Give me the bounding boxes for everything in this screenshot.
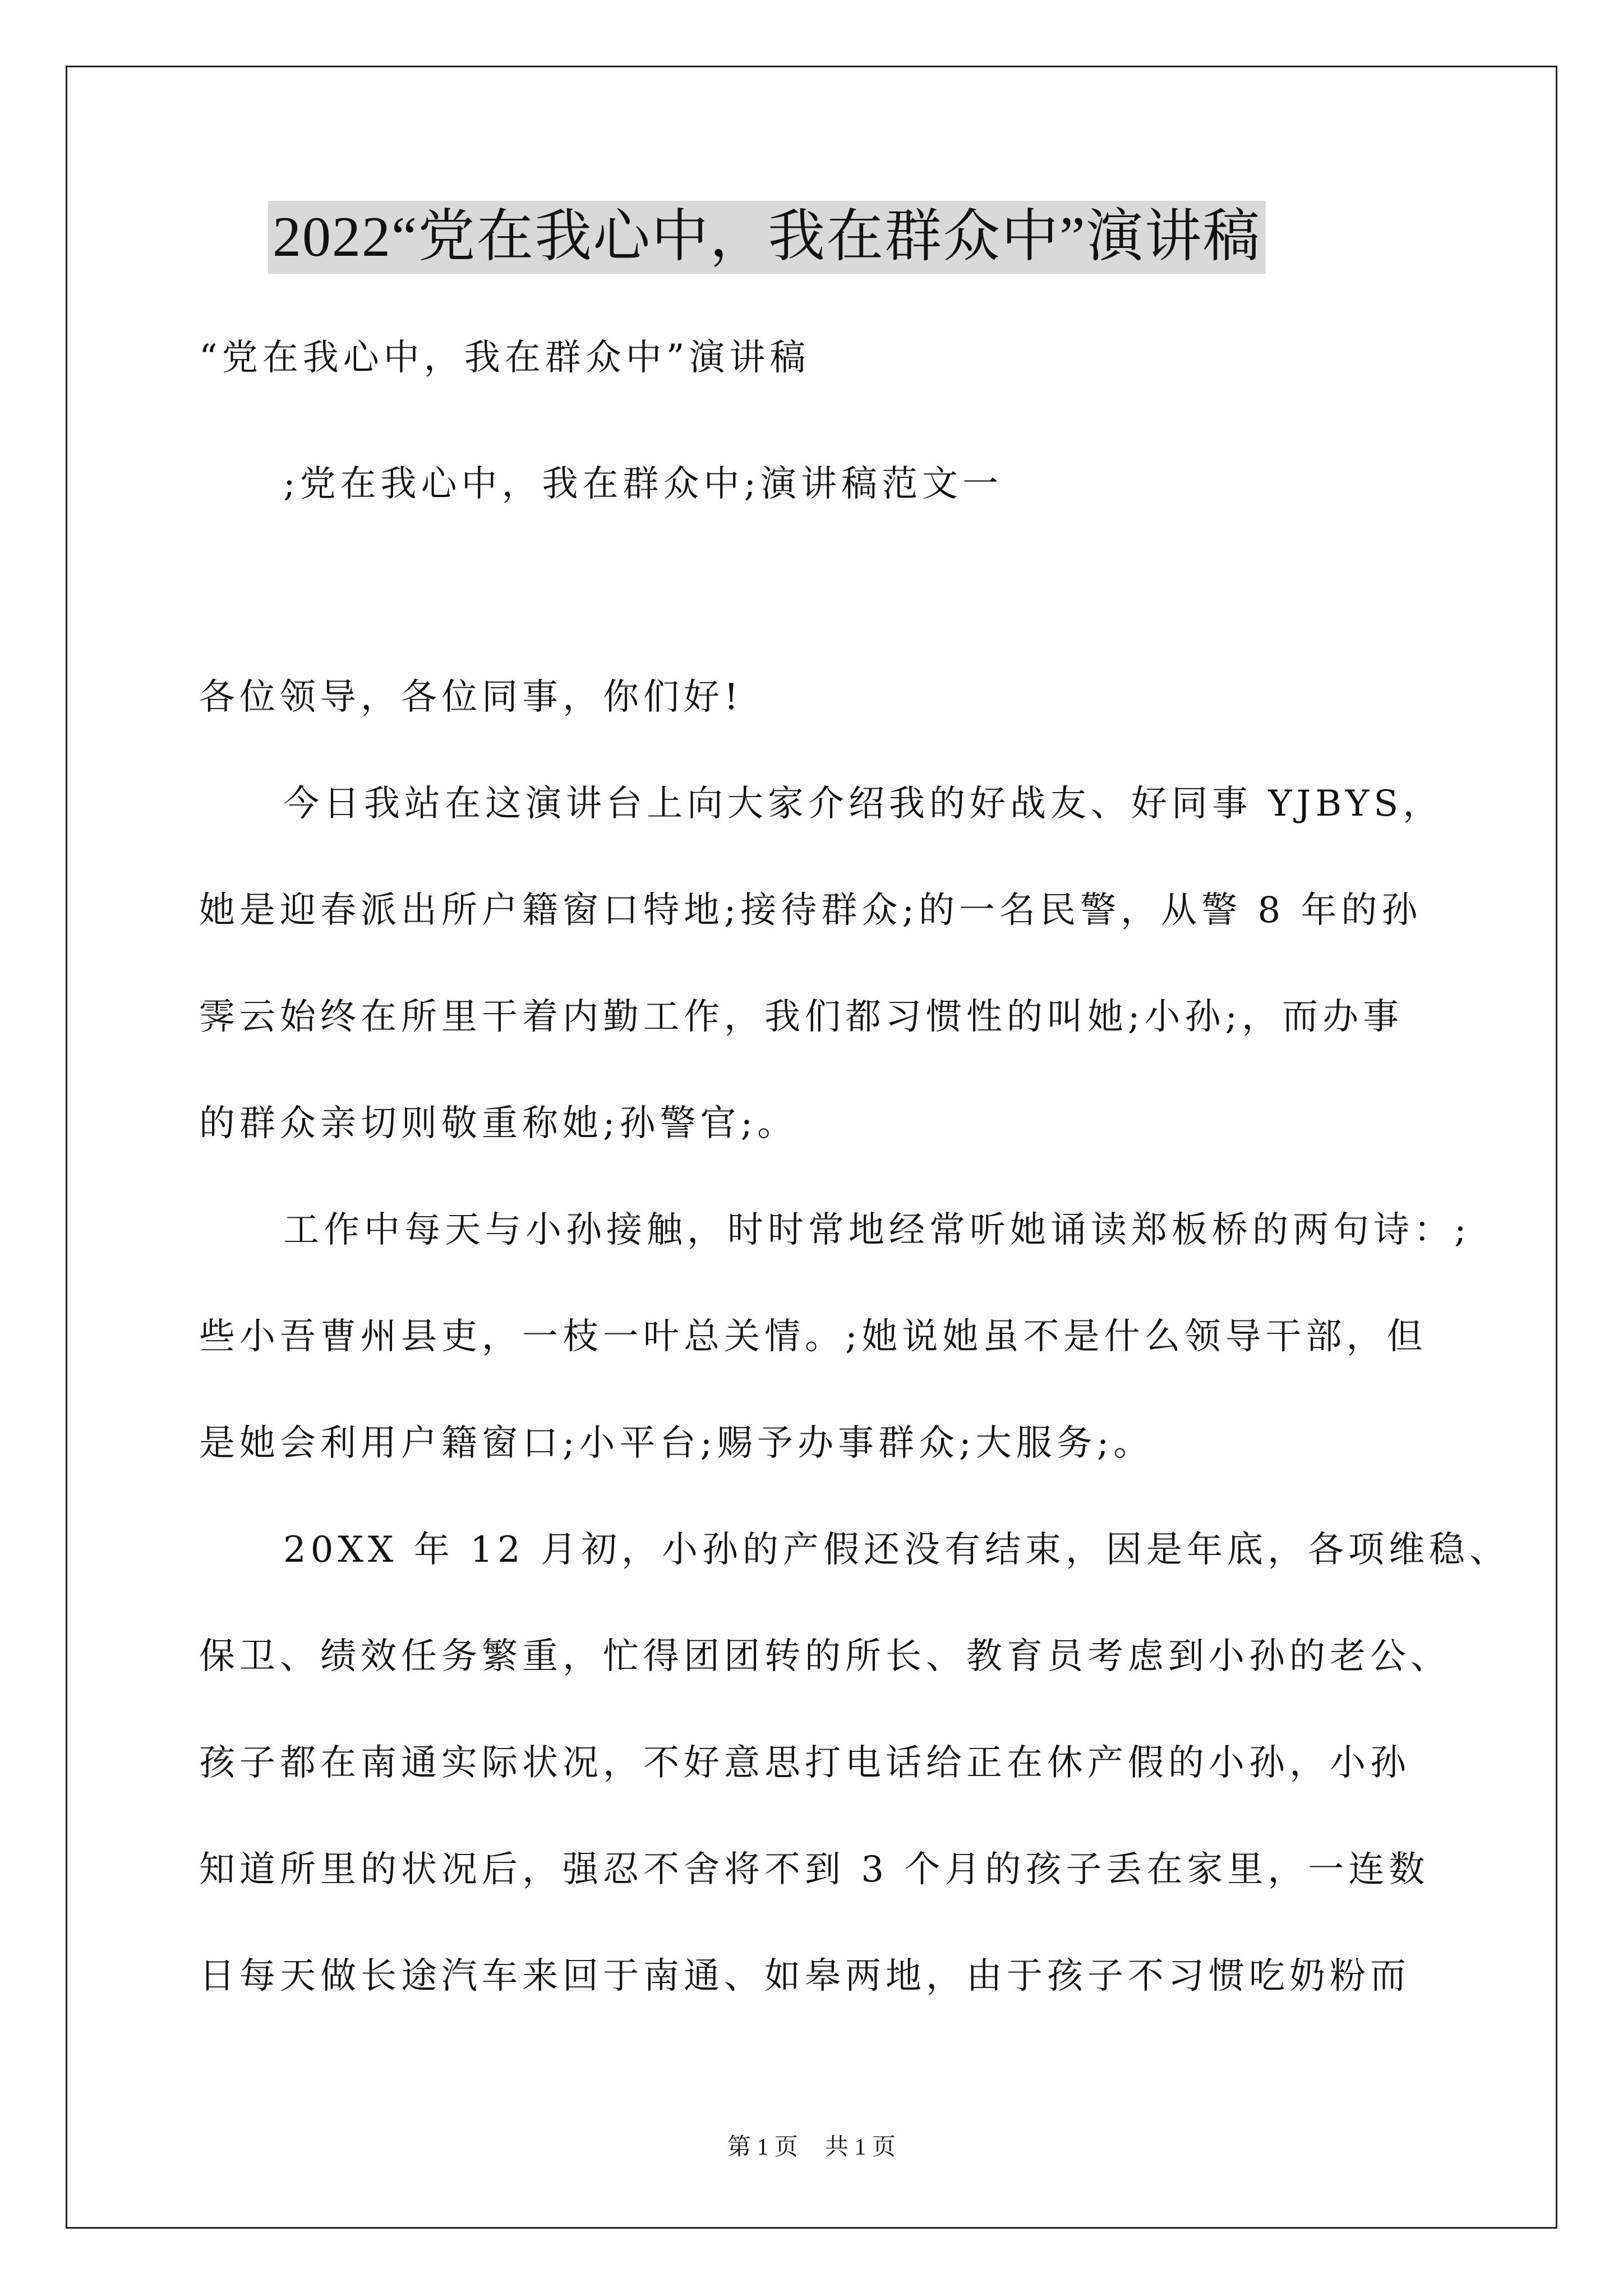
page-total: 共 1 页 — [825, 2134, 896, 2160]
body-line: 知道所里的状况后，强忍不舍将不到 3 个月的孩子丢在家里，一连数 — [199, 1849, 1430, 1890]
body-line: 她是迎春派出所户籍窗口特地;接待群众;的一名民警，从警 8 年的孙 — [199, 890, 1422, 931]
body-line: 些小吾曹州县吏，一枝一叶总关情。;她说她虽不是什么领导干部，但 — [199, 1316, 1427, 1358]
body-line: 的群众亲切则敬重称她;孙警官;。 — [199, 1103, 798, 1144]
body-line: 保卫、绩效任务繁重，忙得团团转的所长、教育员考虑到小孙的老公、 — [199, 1636, 1451, 1677]
body-line: 是她会利用户籍窗口;小平台;赐予办事群众;大服务;。 — [199, 1423, 1154, 1464]
body-line: 今日我站在这演讲台上向大家介绍我的好战友、好同事 YJBYS， — [283, 783, 1444, 825]
page-border — [66, 66, 1557, 2229]
document-subtitle: “党在我心中，我在群众中”演讲稿 — [199, 337, 810, 379]
body-line: 霁云始终在所里干着内勤工作，我们都习惯性的叫她;小孙;，而办事 — [199, 996, 1404, 1038]
page-number: 第 1 页 — [727, 2134, 798, 2160]
body-line: 工作中每天与小孙接触，时时常地经常听她诵读郑板桥的两句诗：; — [283, 1209, 1471, 1251]
section-heading: ;党在我心中，我在群众中;演讲稿范文一 — [283, 463, 1003, 505]
body-line: 日每天做长途汽车来回于南通、如皋两地，由于孩子不习惯吃奶粉而 — [199, 1955, 1410, 1997]
body-line: 孩子都在南通实际状况，不好意思打电话给正在休产假的小孙，小孙 — [199, 1742, 1410, 1784]
page-footer — [0, 2132, 1623, 2163]
document-title: 2022“党在我心中，我在群众中”演讲稿 — [268, 201, 1266, 274]
salutation: 各位领导，各位同事，你们好! — [199, 677, 743, 718]
body-line: 20XX 年 12 月初，小孙的产假还没有结束，因是年底，各项维稳、 — [283, 1529, 1510, 1571]
